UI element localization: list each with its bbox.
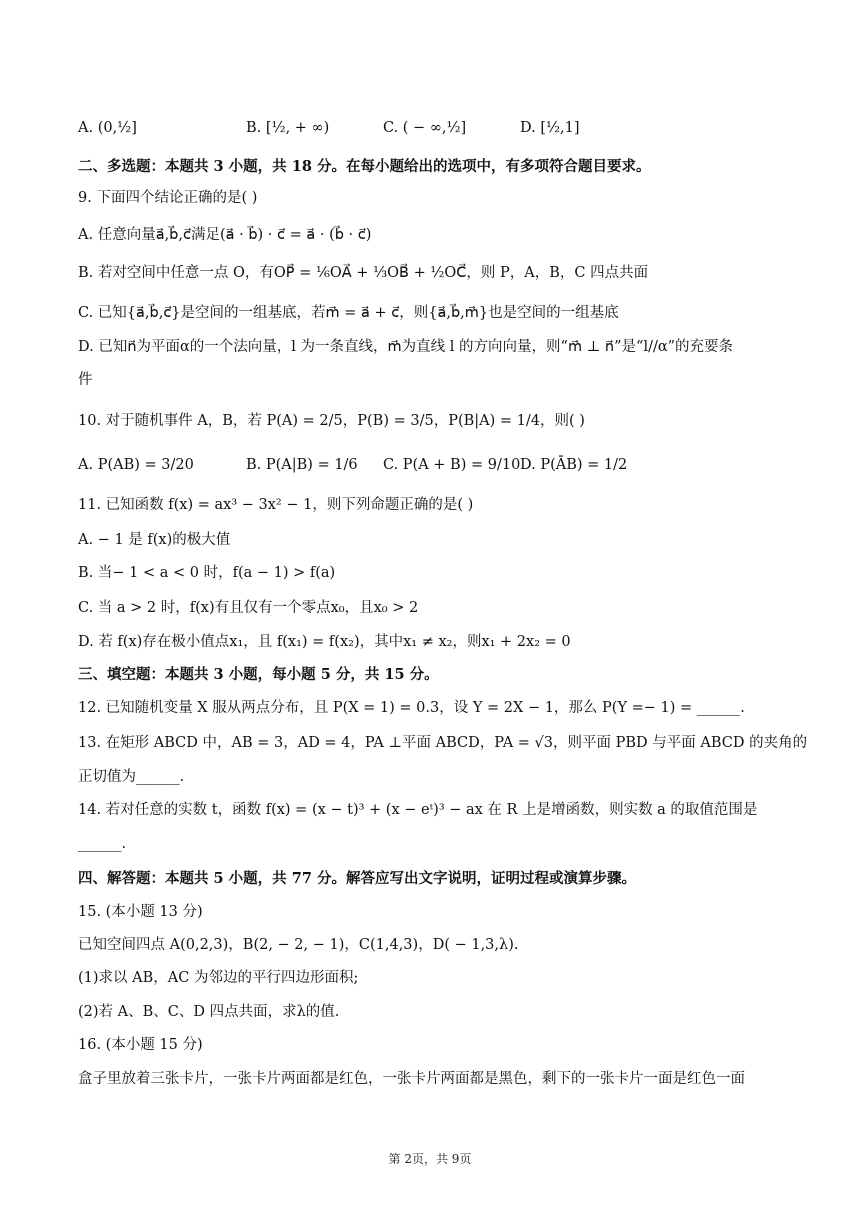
q9-option-c: C. 已知{a⃗,b⃗,c⃗}是空间的一组基底，若m⃗ = a⃗ + c⃗，则{a⃗,b⃗,m⃗}也是空间的一组基底 <box>78 305 619 321</box>
q11-option-b: B. 当− 1 < a < 0 时，f(a − 1) > f(a) <box>78 565 336 581</box>
q13-line2: 正切值为______. <box>78 769 185 785</box>
section-heading-multiple-choice: 二、多选题：本题共 3 小题，共 18 分。在每小题给出的选项中，有多项符合题目要求。 <box>78 158 651 175</box>
q15-part2: (2)若 A、B、C、D 四点共面，求λ的值. <box>78 1004 340 1020</box>
q11-option-c: C. 当 a > 2 时，f(x)有且仅有一个零点x₀，且x₀ > 2 <box>78 600 419 616</box>
q15-heading: 15. (本小题 13 分) <box>78 904 203 920</box>
q9-option-d-line1: D. 已知n⃗为平面α的一个法向量，l 为一条直线，m⃗为直线 l 的方向向量，则“m⃗ ⊥ n⃗”是“l//α”的充要条 <box>78 339 734 355</box>
q13-line1: 13. 在矩形 ABCD 中，AB = 3，AD = 4，PA ⊥平面 ABCD，PA = √3，则平面 PBD 与平面 ABCD 的夹角的 <box>78 735 808 751</box>
q14-line1: 14. 若对任意的实数 t，函数 f(x) = (x − t)³ + (x − eᵗ)³ − ax 在 R 上是增函数，则实数 a 的取值范围是 <box>78 802 758 818</box>
q10-option-d: D. P(ĀB) = 1/2 <box>520 457 628 473</box>
q15-stem: 已知空间四点 A(0,2,3)，B(2, − 2, − 1)，C(1,4,3)，D( − 1,3,λ). <box>78 937 519 953</box>
section-heading-fill-in: 三、填空题：本题共 3 小题，每小题 5 分，共 15 分。 <box>78 666 439 683</box>
q9-option-a: A. 任意向量a⃗,b⃗,c⃗满足(a⃗ · b⃗) · c⃗ = a⃗ · (b⃗ · c⃗) <box>78 227 372 243</box>
q14-line2: ______. <box>78 836 127 852</box>
q15-part1: (1)求以 AB，AC 为邻边的平行四边形面积; <box>78 970 359 986</box>
q16-stem: 盒子里放着三张卡片，一张卡片两面都是红色，一张卡片两面都是黑色，剩下的一张卡片一面是红色一面 <box>78 1071 745 1087</box>
q8-option-c: C. ( − ∞,½] <box>383 120 467 136</box>
q11-stem: 11. 已知函数 f(x) = ax³ − 3x² − 1，则下列命题正确的是( ) <box>78 497 474 513</box>
q8-option-a: A. (0,½] <box>78 120 137 136</box>
q9-option-d-line2: 件 <box>78 372 93 388</box>
q10-stem: 10. 对于随机事件 A，B，若 P(A) = 2/5，P(B) = 3/5，P(B|A) = 1/4，则( ) <box>78 413 585 429</box>
q8-option-d: D. [½,1] <box>520 120 580 136</box>
section-heading-solutions: 四、解答题：本题共 5 小题，共 77 分。解答应写出文字说明，证明过程或演算步骤。 <box>78 870 636 887</box>
q10-option-b: B. P(A|B) = 1/6 <box>246 457 358 473</box>
q10-option-c: C. P(A + B) = 9/10 <box>383 457 521 473</box>
q11-option-d: D. 若 f(x)存在极小值点x₁，且 f(x₁) = f(x₂)，其中x₁ ≠ x₂，则x₁ + 2x₂ = 0 <box>78 634 571 650</box>
q10-option-a: A. P(AB) = 3/20 <box>78 457 194 473</box>
q9-stem: 9. 下面四个结论正确的是( ) <box>78 190 258 206</box>
page-footer: 第 2页，共 9页 <box>388 1152 472 1166</box>
q16-heading: 16. (本小题 15 分) <box>78 1037 203 1053</box>
q9-option-b: B. 若对空间中任意一点 O，有OP⃗ = ⅙OA⃗ + ⅓OB⃗ + ½OC⃗，则 P，A，B，C 四点共面 <box>78 265 649 281</box>
q12: 12. 已知随机变量 X 服从两点分布，且 P(X = 1) = 0.3，设 Y = 2X − 1，那么 P(Y =− 1) = ______. <box>78 700 745 716</box>
q8-option-b: B. [½, + ∞) <box>246 120 330 136</box>
q11-option-a: A. − 1 是 f(x)的极大值 <box>78 532 231 548</box>
